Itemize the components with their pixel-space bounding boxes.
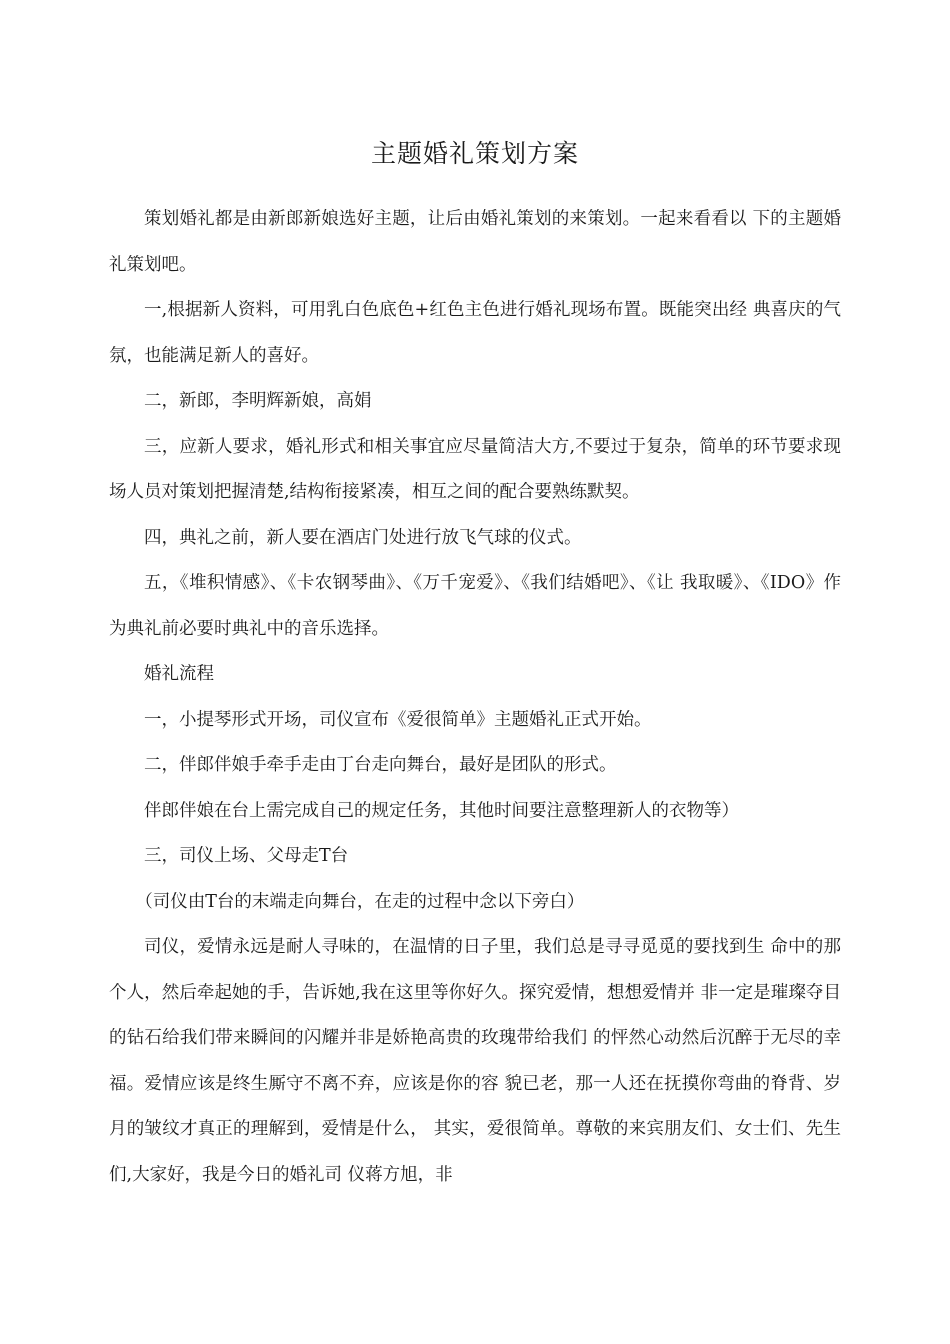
paragraph-couple-names: 二，新郎，李明辉新娘，高娟: [144, 391, 372, 411]
paragraph-balloon-ceremony: 四，典礼之前，新人要在酒店门处进行放飞气球的仪式。: [144, 527, 582, 548]
paragraph-flow-step-2: 二，伴郎伴娘手牵手走由丁台走向舞台，最好是团队的形式。: [144, 755, 617, 775]
paragraph-requirements: 三，应新人要求，婚礼形式和相关事宜应尽量简洁大方,不要过于复杂，简单的环节要求现场人员对策划把握清楚,结构衔接紧凑，相互之间的配合要熟练默契。: [109, 436, 841, 502]
paragraph-flow-step-1: 一，小提琴形式开场，司仪宣布《爱很简单》主题婚礼正式开始。: [144, 709, 652, 730]
paragraph-intro: 策划婚礼都是由新郎新娘选好主题，让后由婚礼策划的来策划。一起来看看以 下的主题婚礼策划吧。: [109, 209, 841, 275]
document-title: 主题婚礼策划方案: [370, 139, 579, 168]
paragraph-flow-step-3: 三，司仪上场、父母走T台: [144, 846, 349, 866]
section-heading-wedding-flow: 婚礼流程: [144, 664, 214, 684]
paragraph-flow-step-3-note: （司仪由T台的末端走向舞台，在走的过程中念以下旁白）: [135, 891, 585, 912]
paragraph-host-speech: 司仪，爱情永远是耐人寻味的，在温情的日子里，我们总是寻寻觅觅的要找到生 命中的那个人，然后牵起她的手，告诉她,我在这里等你好久。探究爱情，想想爱情并 非一定是璀璨夺目的钻石给我们带来瞬间的闪耀并非是娇艳高贵的玫瑰带给我们 的怦然心动然后沉醉于无尽的幸福。爱情应该是终生厮守不离不弃，应该是你的容 貌已老，那一人还在抚摸你弯曲的脊背、岁月的皱纹才真正的理解到，爱情是什么， 其实，爱很简单。尊敬的来宾朋友们、女士们、先生们,大家好，我是今日的婚礼司 仪蒋方旭，非: [109, 937, 841, 1185]
document-body: [109, 197, 841, 1198]
paragraph-music-selection: 五，《堆积情感》、《卡农钢琴曲》、《万千宠爱》、《我们结婚吧》、《让 我取暖》、《IDO》作为典礼前必要时典礼中的音乐选择。: [109, 573, 841, 639]
paragraph-color-scheme: 一,根据新人资料，可用乳白色底色+红色主色进行婚礼现场布置。既能突出经 典喜庆的气氛，也能满足新人的喜好。: [109, 300, 841, 366]
paragraph-flow-step-2-note: 伴郎伴娘在台上需完成自己的规定任务，其他时间要注意整理新人的衣物等）: [144, 800, 739, 821]
